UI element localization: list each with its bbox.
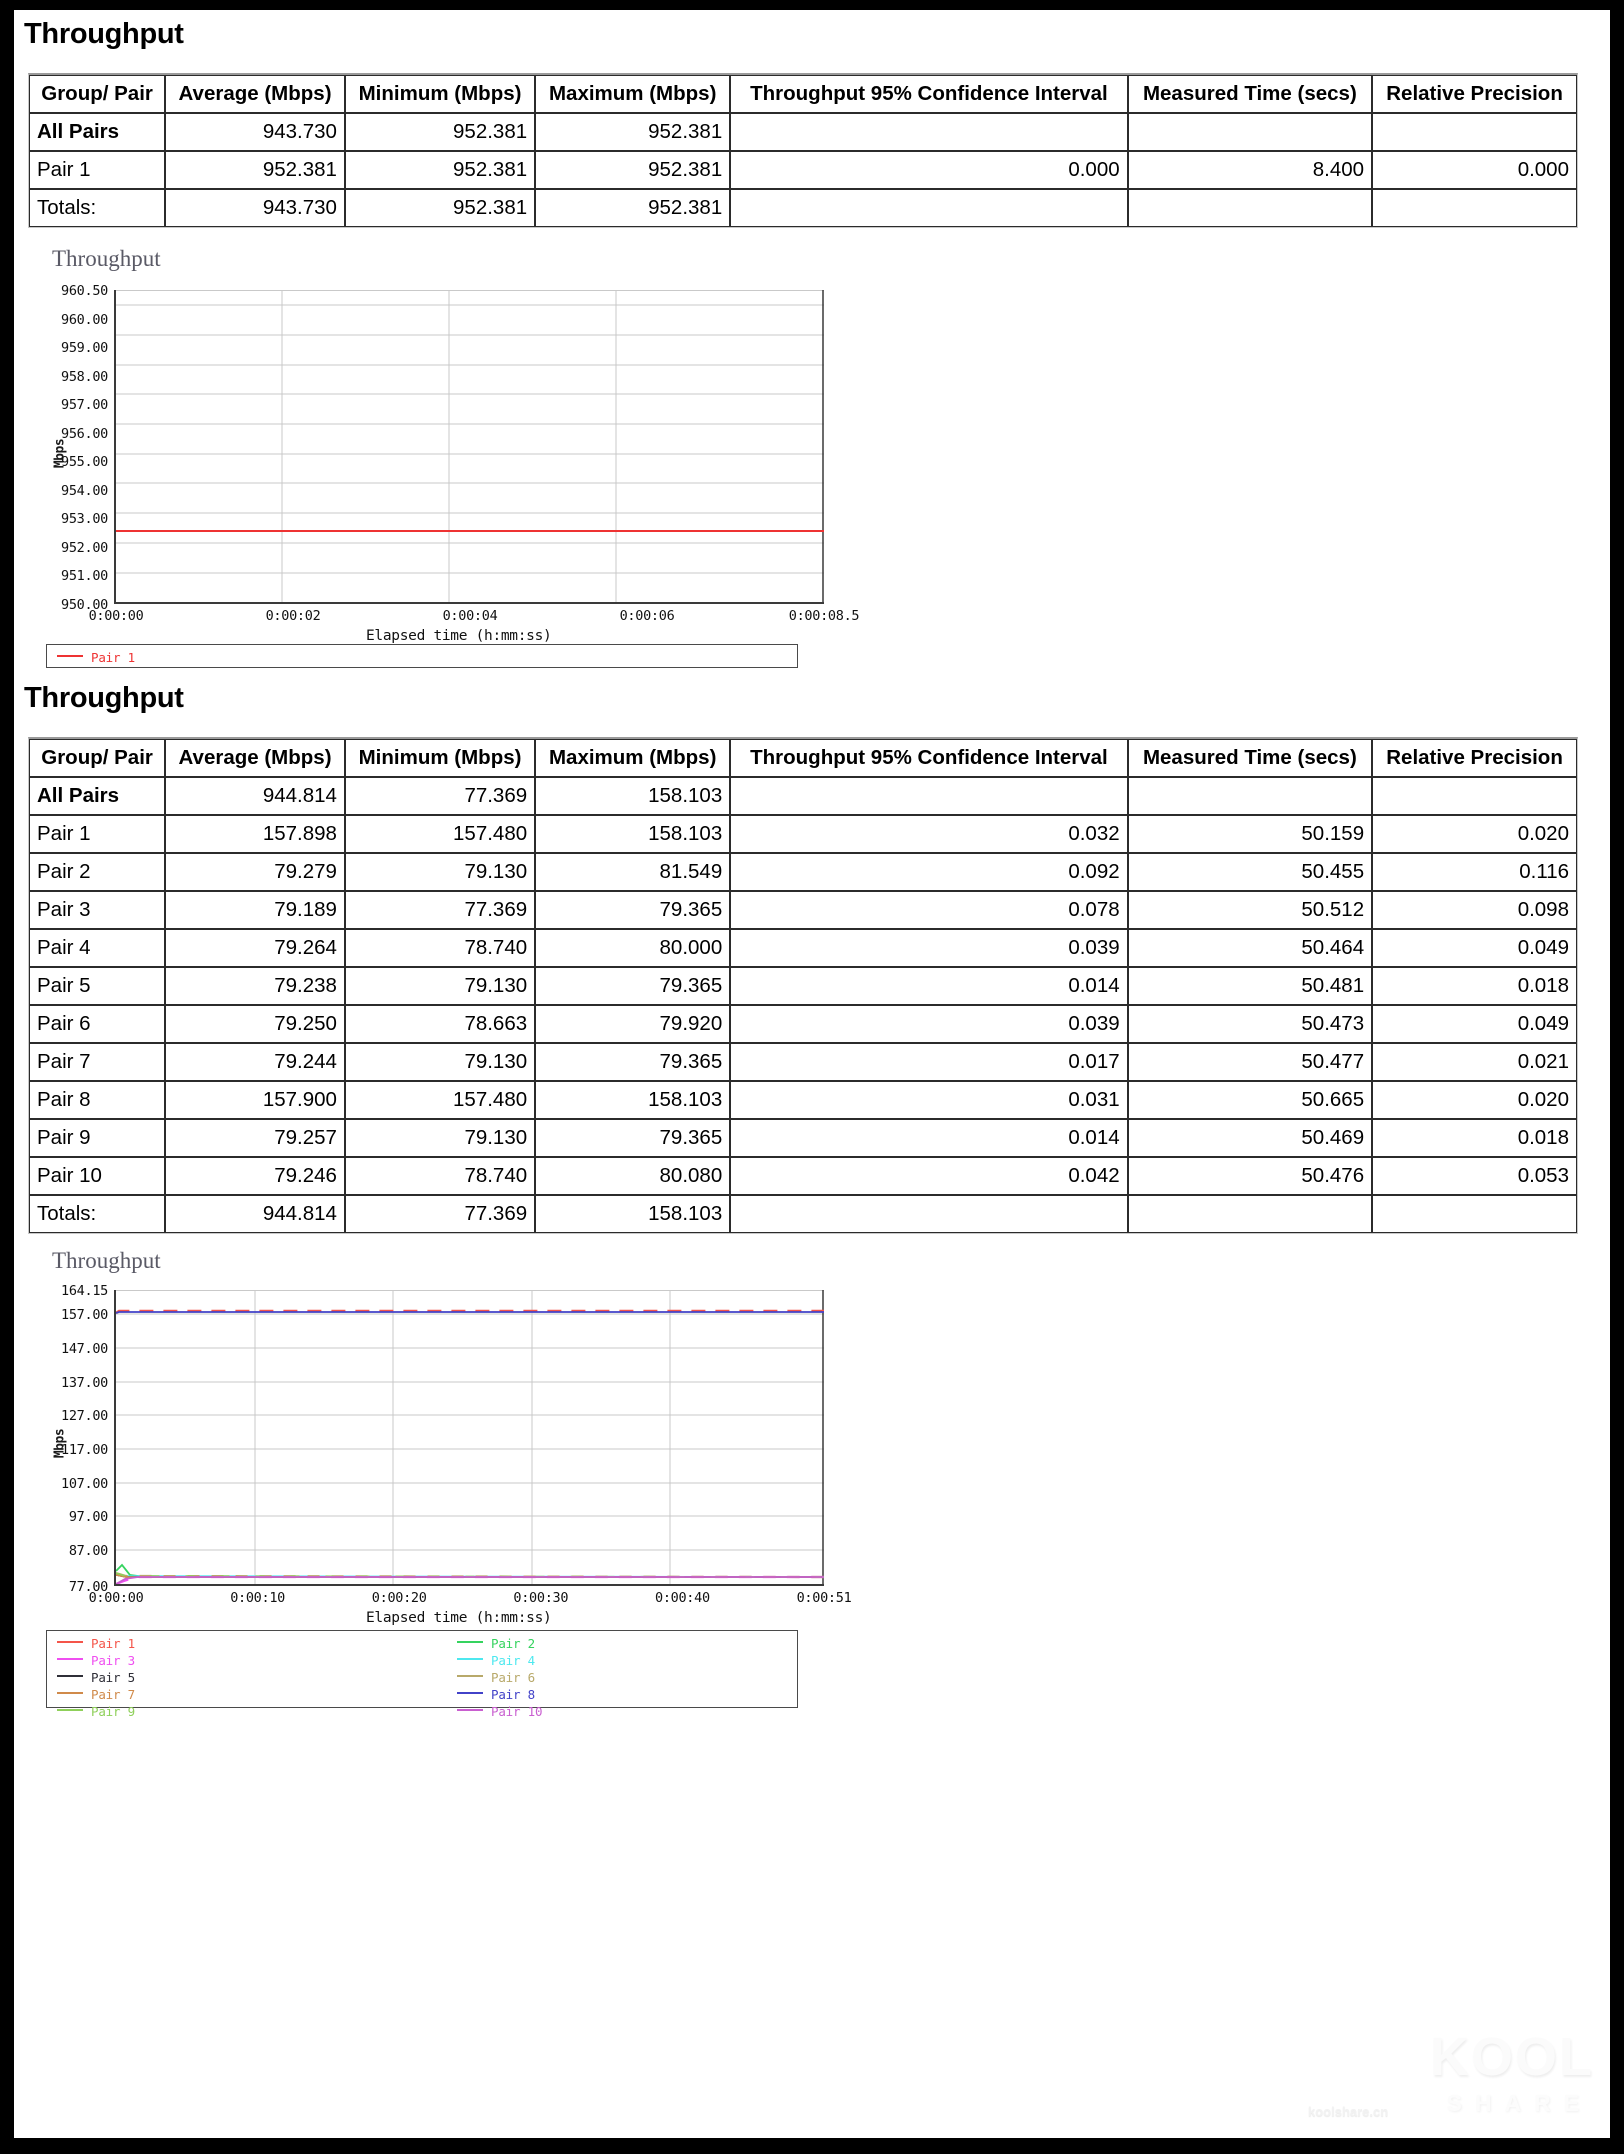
cell-precision: 0.116 (1372, 853, 1577, 891)
page-title-2: Throughput (24, 682, 184, 714)
cell-group-pair: Pair 7 (29, 1043, 165, 1081)
cell-precision (1372, 1195, 1577, 1233)
y-tick-label: 147.00 (61, 1341, 108, 1357)
y-ticks-1 (36, 274, 108, 613)
cell-precision (1372, 777, 1577, 815)
col-minimum: Minimum (Mbps) (345, 75, 535, 113)
cell-maximum: 952.381 (535, 113, 730, 151)
series-line-pair-8 (116, 1312, 824, 1313)
plot-area-2 (36, 1276, 1076, 1626)
col-relative-precision: Relative Precision (1372, 75, 1577, 113)
cell-group-pair: Pair 3 (29, 891, 165, 929)
chart-title-1: Throughput (52, 246, 161, 271)
x-tick-label: 0:00:00 (88, 1590, 144, 1606)
cell-ci: 0.014 (730, 1119, 1127, 1157)
throughput-table-2 (28, 737, 1578, 1234)
cell-maximum: 79.365 (535, 891, 730, 929)
y-tick-label: 97.00 (68, 1509, 108, 1525)
cell-minimum: 77.369 (345, 891, 535, 929)
x-tick-label: 0:00:51 (796, 1590, 852, 1606)
cell-average: 157.900 (165, 1081, 345, 1119)
cell-maximum: 158.103 (535, 1195, 730, 1233)
cell-ci (730, 189, 1127, 227)
cell-minimum: 157.480 (345, 815, 535, 853)
throughput-chart-1 (36, 246, 1076, 646)
plot-svg-1 (116, 290, 824, 602)
col-confidence-interval: Throughput 95% Confidence Interval (730, 739, 1127, 777)
table-body-2 (29, 777, 1577, 1233)
legend-label: Pair 9 (91, 1704, 135, 1719)
y-ticks-2 (36, 1276, 108, 1595)
legend-label: Pair 6 (491, 1670, 535, 1685)
cell-ci (730, 113, 1127, 151)
x-tick-label: 0:00:30 (513, 1590, 569, 1606)
cell-group-pair: Pair 8 (29, 1081, 165, 1119)
legend-label: Pair 3 (91, 1653, 135, 1668)
cell-average: 79.279 (165, 853, 345, 891)
y-tick-label: 960.00 (61, 311, 108, 328)
legend-color-swatch (457, 1641, 483, 1643)
throughput-chart-2 (36, 1248, 1076, 1628)
cell-precision: 0.020 (1372, 1081, 1577, 1119)
y-tick-label: 956.00 (61, 425, 108, 442)
cell-precision: 0.018 (1372, 967, 1577, 1005)
page-title-1: Throughput (24, 18, 184, 50)
cell-group-pair: All Pairs (29, 777, 165, 815)
legend-item[interactable] (57, 1653, 135, 1668)
x-tick-label: 0:00:06 (619, 608, 675, 624)
cell-minimum: 77.369 (345, 777, 535, 815)
cell-minimum: 952.381 (345, 189, 535, 227)
cell-maximum: 952.381 (535, 189, 730, 227)
cell-maximum: 79.920 (535, 1005, 730, 1043)
col-relative-precision: Relative Precision (1372, 739, 1577, 777)
cell-ci: 0.039 (730, 1005, 1127, 1043)
x-axis-label-1: Elapsed time (h:mm:ss) (366, 628, 552, 644)
y-tick-label: 953.00 (61, 511, 108, 528)
cell-maximum: 158.103 (535, 777, 730, 815)
cell-group-pair: Pair 9 (29, 1119, 165, 1157)
table-header-row (29, 739, 1577, 777)
watermark-url: koolshare.cn (1308, 2104, 1389, 2119)
table-header-row (29, 75, 1577, 113)
cell-ci: 0.032 (730, 815, 1127, 853)
cell-ci: 0.042 (730, 1157, 1127, 1195)
legend-color-swatch (57, 1675, 83, 1677)
legend-item[interactable] (457, 1687, 535, 1702)
cell-group-pair: Pair 6 (29, 1005, 165, 1043)
table-row (29, 1157, 1577, 1195)
cell-minimum: 78.740 (345, 1157, 535, 1195)
cell-ci: 0.017 (730, 1043, 1127, 1081)
cell-group-pair: Pair 2 (29, 853, 165, 891)
cell-time: 50.464 (1128, 929, 1372, 967)
table-row (29, 1119, 1577, 1157)
table-row (29, 1081, 1577, 1119)
cell-maximum: 79.365 (535, 1119, 730, 1157)
cell-time (1128, 777, 1372, 815)
x-axis-label-2: Elapsed time (h:mm:ss) (366, 1610, 552, 1626)
watermark-sub: SHARE (1446, 2090, 1592, 2116)
col-group-pair: Group/ Pair (29, 739, 165, 777)
legend-label: Pair 1 (91, 650, 135, 665)
cell-time: 8.400 (1128, 151, 1372, 189)
table-row (29, 777, 1577, 815)
table-body-1 (29, 113, 1577, 227)
legend-color-swatch (457, 1658, 483, 1660)
cell-maximum: 158.103 (535, 815, 730, 853)
cell-minimum: 952.381 (345, 113, 535, 151)
legend-item[interactable] (457, 1636, 535, 1651)
cell-group-pair: Pair 5 (29, 967, 165, 1005)
legend-item[interactable] (57, 650, 135, 665)
cell-minimum: 77.369 (345, 1195, 535, 1233)
legend-item[interactable] (457, 1653, 535, 1668)
cell-time (1128, 189, 1372, 227)
watermark (1308, 2020, 1598, 2130)
cell-average: 157.898 (165, 815, 345, 853)
cell-minimum: 952.381 (345, 151, 535, 189)
legend-color-swatch (57, 1709, 83, 1711)
table-row (29, 1005, 1577, 1043)
cell-time: 50.473 (1128, 1005, 1372, 1043)
cell-average: 943.730 (165, 189, 345, 227)
cell-ci: 0.014 (730, 967, 1127, 1005)
cell-time: 50.469 (1128, 1119, 1372, 1157)
table-row (29, 151, 1577, 189)
cell-average: 79.250 (165, 1005, 345, 1043)
cell-average: 944.814 (165, 777, 345, 815)
cell-ci: 0.031 (730, 1081, 1127, 1119)
y-tick-label: 127.00 (61, 1408, 108, 1424)
cell-time (1128, 1195, 1372, 1233)
y-tick-label: 951.00 (61, 568, 108, 585)
cell-precision: 0.000 (1372, 151, 1577, 189)
y-tick-label: 164.15 (61, 1283, 108, 1299)
legend-color-swatch (457, 1709, 483, 1711)
cell-time: 50.476 (1128, 1157, 1372, 1195)
x-tick-label: 0:00:20 (371, 1590, 427, 1606)
col-maximum: Maximum (Mbps) (535, 75, 730, 113)
x-tick-label: 0:00:00 (88, 608, 144, 624)
chart-legend-2 (46, 1630, 798, 1719)
table-row (29, 1043, 1577, 1081)
cell-average: 952.381 (165, 151, 345, 189)
cell-precision: 0.018 (1372, 1119, 1577, 1157)
cell-group-pair: Totals: (29, 1195, 165, 1233)
y-tick-label: 958.00 (61, 368, 108, 385)
x-tick-label: 0:00:02 (265, 608, 321, 624)
table-row (29, 891, 1577, 929)
cell-average: 79.264 (165, 929, 345, 967)
y-axis-label-2: Mbps (52, 1428, 68, 1459)
plot-frame-2 (114, 1290, 824, 1586)
watermark-brand: KOOL (1430, 2027, 1594, 2087)
legend-color-swatch (57, 1692, 83, 1694)
cell-precision (1372, 113, 1577, 151)
legend-item[interactable] (57, 1670, 135, 1685)
cell-precision: 0.049 (1372, 1005, 1577, 1043)
legend-color-swatch (57, 1658, 83, 1660)
y-tick-label: 954.00 (61, 482, 108, 499)
cell-precision: 0.098 (1372, 891, 1577, 929)
y-tick-label: 960.50 (61, 283, 108, 299)
legend-label: Pair 5 (91, 1670, 135, 1685)
cell-group-pair: All Pairs (29, 113, 165, 151)
cell-time: 50.512 (1128, 891, 1372, 929)
cell-time: 50.665 (1128, 1081, 1372, 1119)
col-measured-time: Measured Time (secs) (1128, 739, 1372, 777)
cell-average: 79.238 (165, 967, 345, 1005)
cell-time (1128, 113, 1372, 151)
cell-precision: 0.053 (1372, 1157, 1577, 1195)
x-tick-label: 0:00:10 (230, 1590, 285, 1606)
y-tick-label: 77.00 (68, 1579, 108, 1595)
legend-label: Pair 10 (491, 1704, 543, 1719)
x-tick-label: 0:00:04 (442, 608, 498, 624)
chart-legend-1 (46, 644, 798, 668)
report-page (14, 10, 1610, 2138)
col-group-pair: Group/ Pair (29, 75, 165, 113)
cell-minimum: 79.130 (345, 967, 535, 1005)
legend-label: Pair 2 (491, 1636, 535, 1651)
y-tick-label: 950.00 (61, 597, 108, 613)
table-row (29, 1195, 1577, 1233)
cell-group-pair: Pair 1 (29, 151, 165, 189)
cell-group-pair: Pair 10 (29, 1157, 165, 1195)
cell-average: 79.189 (165, 891, 345, 929)
legend-label: Pair 8 (491, 1687, 535, 1702)
table-row (29, 113, 1577, 151)
legend-label: Pair 1 (91, 1636, 135, 1651)
col-minimum: Minimum (Mbps) (345, 739, 535, 777)
cell-maximum: 158.103 (535, 1081, 730, 1119)
cell-precision: 0.049 (1372, 929, 1577, 967)
y-tick-label: 952.00 (61, 539, 108, 556)
table-row (29, 189, 1577, 227)
cell-precision: 0.021 (1372, 1043, 1577, 1081)
col-confidence-interval: Throughput 95% Confidence Interval (730, 75, 1127, 113)
cell-minimum: 79.130 (345, 853, 535, 891)
legend-color-swatch (457, 1692, 483, 1694)
y-tick-label: 955.00 (61, 454, 108, 471)
cell-ci (730, 777, 1127, 815)
cell-maximum: 80.000 (535, 929, 730, 967)
cell-precision (1372, 189, 1577, 227)
y-tick-label: 87.00 (68, 1543, 108, 1559)
col-average: Average (Mbps) (165, 75, 345, 113)
cell-maximum: 80.080 (535, 1157, 730, 1195)
cell-maximum: 79.365 (535, 967, 730, 1005)
col-maximum: Maximum (Mbps) (535, 739, 730, 777)
y-tick-label: 137.00 (61, 1375, 108, 1391)
legend-item[interactable] (457, 1670, 535, 1685)
legend-color-swatch (57, 1641, 83, 1643)
table-row (29, 967, 1577, 1005)
cell-minimum: 157.480 (345, 1081, 535, 1119)
plot-frame-1 (114, 290, 824, 604)
cell-ci (730, 1195, 1127, 1233)
plot-svg-2 (116, 1290, 824, 1584)
cell-minimum: 78.663 (345, 1005, 535, 1043)
legend-item[interactable] (57, 1636, 135, 1651)
legend-item[interactable] (57, 1687, 135, 1702)
cell-average: 79.246 (165, 1157, 345, 1195)
legend-label: Pair 4 (491, 1653, 535, 1668)
cell-minimum: 79.130 (345, 1043, 535, 1081)
cell-maximum: 952.381 (535, 151, 730, 189)
table-row (29, 815, 1577, 853)
throughput-table-1 (28, 73, 1578, 228)
y-tick-label: 157.00 (61, 1307, 108, 1323)
table-row (29, 929, 1577, 967)
cell-maximum: 79.365 (535, 1043, 730, 1081)
chart-title-2: Throughput (52, 1248, 161, 1273)
cell-minimum: 78.740 (345, 929, 535, 967)
cell-average: 944.814 (165, 1195, 345, 1233)
col-measured-time: Measured Time (secs) (1128, 75, 1372, 113)
x-ticks-1 (36, 608, 936, 630)
y-tick-label: 959.00 (61, 340, 108, 357)
x-tick-label: 0:00:40 (654, 1590, 710, 1606)
col-average: Average (Mbps) (165, 739, 345, 777)
cell-minimum: 79.130 (345, 1119, 535, 1157)
cell-time: 50.159 (1128, 815, 1372, 853)
y-axis-label-1: Mbps (52, 438, 68, 469)
cell-time: 50.455 (1128, 853, 1372, 891)
cell-average: 79.244 (165, 1043, 345, 1081)
cell-maximum: 81.549 (535, 853, 730, 891)
y-tick-label: 957.00 (61, 397, 108, 414)
cell-time: 50.481 (1128, 967, 1372, 1005)
table-row (29, 853, 1577, 891)
cell-ci: 0.039 (730, 929, 1127, 967)
cell-ci: 0.078 (730, 891, 1127, 929)
cell-group-pair: Totals: (29, 189, 165, 227)
throughput-section-1 (14, 10, 1610, 668)
legend-color-swatch (57, 655, 83, 657)
cell-time: 50.477 (1128, 1043, 1372, 1081)
throughput-section-2 (14, 674, 1610, 1719)
legend-item[interactable] (457, 1704, 542, 1719)
legend-label: Pair 7 (91, 1687, 135, 1702)
cell-group-pair: Pair 4 (29, 929, 165, 967)
cell-average: 79.257 (165, 1119, 345, 1157)
plot-area-1 (36, 274, 1076, 644)
series-line-pair-3 (116, 1577, 824, 1584)
x-ticks-2 (36, 1590, 936, 1612)
cell-group-pair: Pair 1 (29, 815, 165, 853)
cell-precision: 0.020 (1372, 815, 1577, 853)
legend-item[interactable] (57, 1704, 135, 1719)
x-tick-label: 0:00:08.5 (788, 608, 860, 624)
y-tick-label: 117.00 (61, 1442, 108, 1458)
cell-average: 943.730 (165, 113, 345, 151)
cell-ci: 0.000 (730, 151, 1127, 189)
cell-ci: 0.092 (730, 853, 1127, 891)
legend-color-swatch (457, 1675, 483, 1677)
y-tick-label: 107.00 (61, 1476, 108, 1492)
